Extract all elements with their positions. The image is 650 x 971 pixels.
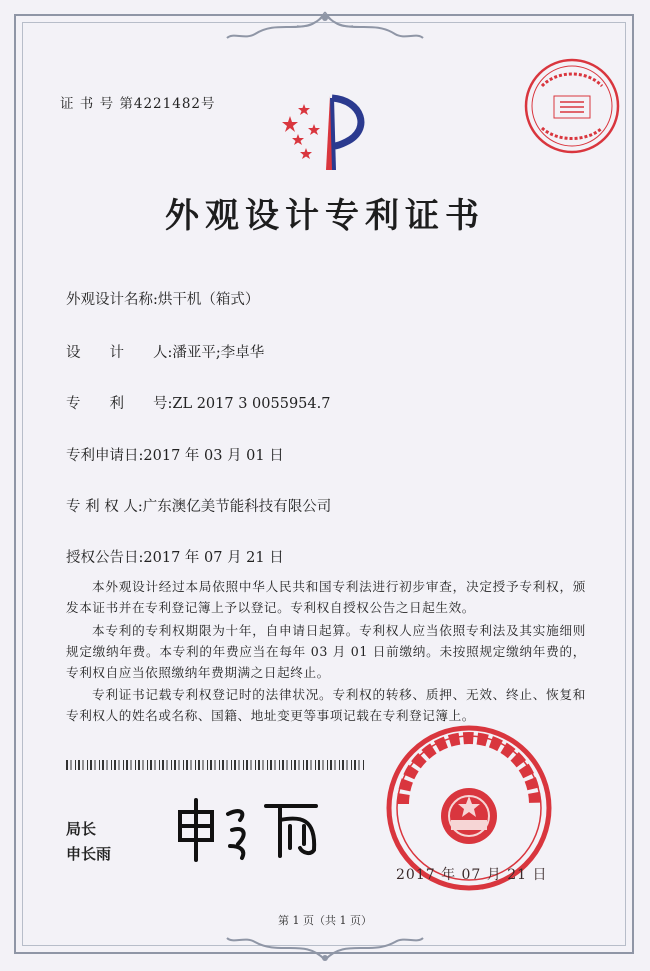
handwritten-signature-icon xyxy=(170,790,330,870)
designer-label: 设 计 人: xyxy=(66,345,173,361)
designer-value: 潘亚平;李卓华 xyxy=(172,345,265,361)
patent-number-label: 专 利 号: xyxy=(66,396,173,412)
filing-date-label: 专利申请日: xyxy=(66,448,144,464)
patentee-label: 专 利 权 人: xyxy=(66,499,143,515)
design-name-value: 烘干机（箱式） xyxy=(157,292,260,308)
body-paragraph-2: 本专利的专利权期限为十年，自申请日起算。专利权人应当依照专利法及其实施细则规定缴纳年费。本专利的年费应当在每年 03 月 01 日前缴纳。未按照规定缴纳年费的，专利权自应当依照缴纳年费期满之日起终止。 xyxy=(66,623,586,680)
filing-date-row xyxy=(66,444,284,465)
director-name: 申长雨 xyxy=(66,845,112,863)
certificate-number xyxy=(60,92,216,112)
top-right-red-seal-icon xyxy=(522,56,622,156)
certificate-number-label: 证 书 号 第 xyxy=(60,96,134,112)
designer-row xyxy=(66,341,264,362)
barcode-icon xyxy=(66,760,366,770)
body-paragraph-3: 专利证书记载专利权登记时的法律状况。专利权的转移、质押、无效、终止、恢复和专利权人的姓名或名称、国籍、地址变更等事项记载在专利登记簿上。 xyxy=(66,687,586,723)
patent-number-value: ZL 2017 3 0055954.7 xyxy=(172,396,331,412)
seal-date: 2017 年 07 月 21 日 xyxy=(396,867,548,883)
body-paragraph-1: 本外观设计经过本局依照中华人民共和国专利法进行初步审查，决定授予专利权，颁发本证书并在专利登记簿上予以登记。专利权自授权公告之日起生效。 xyxy=(66,579,586,615)
grant-date-row xyxy=(66,546,284,567)
design-name-label: 外观设计名称: xyxy=(66,292,158,308)
certificate-number-suffix: 号 xyxy=(201,96,216,112)
certificate-title: 外观设计专利证书 xyxy=(165,196,485,236)
patentee-value: 广东澳亿美节能科技有限公司 xyxy=(142,499,332,515)
bottom-ornament-icon xyxy=(225,930,425,966)
patentee-row xyxy=(66,495,331,516)
page-number: 第 1 页（共 1 页） xyxy=(278,914,372,927)
design-name-row xyxy=(66,288,259,309)
grant-date-value: 2017 年 07 月 21 日 xyxy=(143,550,284,566)
grant-date-label: 授权公告日: xyxy=(66,550,144,566)
filing-date-value: 2017 年 03 月 01 日 xyxy=(143,448,284,464)
top-ornament-icon xyxy=(225,8,425,48)
patent-office-logo-icon xyxy=(276,86,376,172)
patent-number-row xyxy=(66,392,330,413)
certificate-number-value: 4221482 xyxy=(133,96,201,112)
director-title: 局长 xyxy=(66,820,97,838)
